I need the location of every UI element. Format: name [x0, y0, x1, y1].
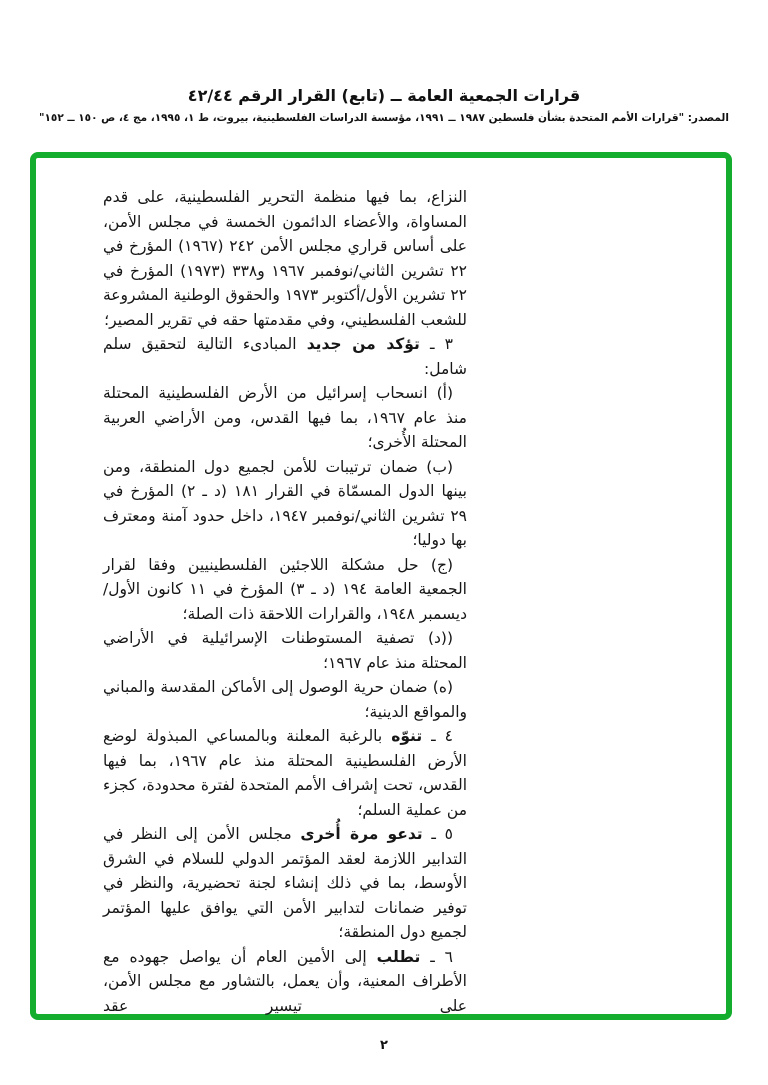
paragraph	[103, 381, 467, 455]
paragraph	[103, 945, 467, 1019]
text-segment: ٥ ـ	[422, 825, 453, 843]
text-segment: بالرغبة المعلنة وبالمساعي المبذولة لوضع الأرض الفلسطينية المحتلة منذ عام ١٩٦٧، بما فيها القدس، تحت إشراف الأمم المتحدة لفترة محدودة، كجزء من عملية السلم؛	[103, 727, 467, 819]
paragraph	[103, 332, 467, 381]
text-segment: (ج) حل مشكلة اللاجئين الفلسطينيين وفقا لقرار الجمعية العامة ١٩٤ (د ـ ٣) المؤرخ في ١١ كانون الأول/ديسمبر ١٩٤٨، والقرارات اللاحقة ذات الصلة؛	[103, 555, 467, 623]
bold-text-segment: تؤكد من جديد	[306, 335, 420, 353]
text-segment: ٣ ـ	[419, 335, 453, 353]
text-segment: (أ) انسحاب إسرائيل من الأرض الفلسطينية المحتلة منذ عام ١٩٦٧، بما فيها القدس، ومن الأراضي العربية المحتلة الأُخرى؛	[103, 384, 467, 451]
bold-text-segment: تطلب	[376, 947, 421, 966]
text-segment: ((د) تصفية المستوطنات الإسرائيلية في الأراضي المحتلة منذ عام ١٩٦٧؛	[103, 629, 467, 672]
text-segment: (ه) ضمان حرية الوصول إلى الأماكن المقدسة والمباني والمواقع الدينية؛	[103, 678, 467, 721]
document-body	[103, 185, 467, 1018]
paragraph	[103, 553, 467, 627]
text-segment: ٦ ـ	[420, 947, 453, 966]
page-title: قرارات الجمعية العامة ــ (تابع) القرار الرقم ٤٢/٤٤	[187, 86, 581, 105]
paragraph	[103, 675, 467, 724]
paragraph	[103, 626, 467, 675]
text-segment: (ب) ضمان ترتيبات للأمن لجميع دول المنطقة، ومن بينها الدول المسمّاة في القرار ١٨١ (د ـ ٢) المؤرخ في ٢٩ تشرين الثاني/نوفمبر ١٩٤٧، داخل حدود آمنة ومعترف بها دوليا؛	[103, 457, 467, 549]
paragraph	[103, 455, 467, 553]
paragraph	[103, 724, 467, 822]
text-segment: النزاع، بما فيها منظمة التحرير الفلسطينية، على قدم المساواة، والأعضاء الدائمون الخمسة في مجلس الأمن، على أساس قراري مجلس الأمن ٢٤٢ (١٩٦٧) المؤرخ في ٢٢ تشرين الثاني/نوفمبر ١٩٦٧ و٣٣٨ (١٩٧٣) المؤرخ في ٢٢ تشرين الأول/أكتوبر ١٩٧٣ والحقوق الوطنية المشروعة للشعب الفلسطيني، وفي مقدمتها حقه في تقرير المصير؛	[103, 188, 467, 329]
bold-text-segment: تدعو مرة أُخرى	[300, 825, 423, 843]
document-frame	[30, 152, 732, 1020]
paragraph	[103, 185, 467, 332]
page-number: ٢	[380, 1038, 388, 1053]
paragraph	[103, 822, 467, 945]
source-line: المصدر: "قرارات الأمم المتحدة بشأن فلسطين ١٩٨٧ ــ ١٩٩١، مؤسسة الدراسات الفلسطينية، بيروت، ط ١، ١٩٩٥، مج ٤، ص ١٥٠ ــ ١٥٢"	[39, 112, 729, 124]
text-segment: المبادىء التالية لتحقيق سلم شامل:	[103, 335, 467, 378]
text-segment: ٤ ـ	[422, 727, 453, 745]
bold-text-segment: تنوّه	[391, 727, 423, 745]
text-segment: مجلس الأمن إلى النظر في التدابير اللازمة لعقد المؤتمر الدولي للسلام في الشرق الأوسط، بما في ذلك إنشاء لجنة تحضيرية، والنظر في توفير ضمانات لتدابير الأمن التي يوافق عليها المؤتمر لجميع دول المنطقة؛	[103, 825, 467, 941]
text-segment: إلى الأمين العام أن يواصل جهوده مع الأطراف المعنية، وأن يعمل، بالتشاور مع مجلس الأمن، على تيسير عقد	[103, 947, 467, 1015]
page-header	[0, 86, 768, 124]
